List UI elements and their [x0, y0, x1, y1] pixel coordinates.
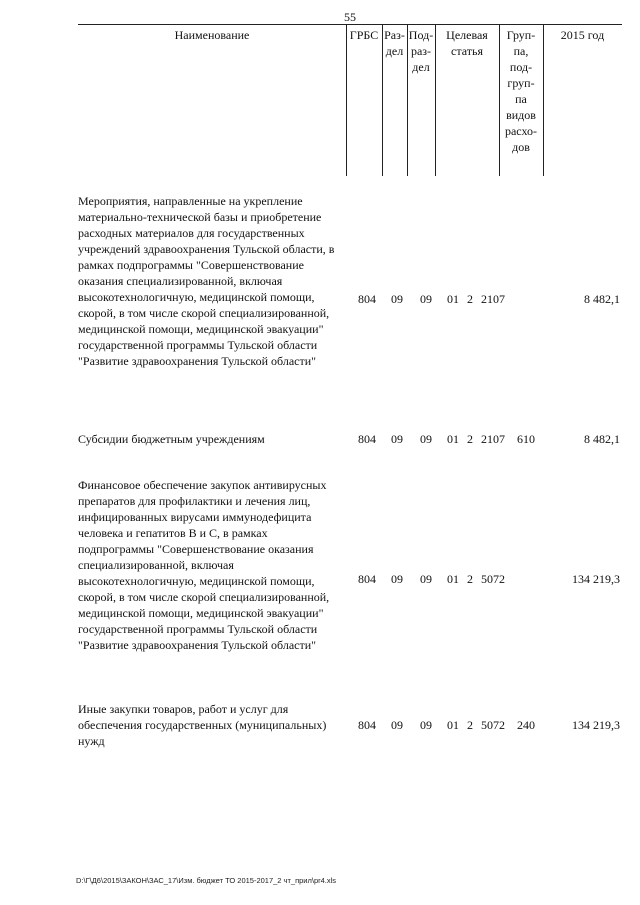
row-podrazdel: 09 — [420, 432, 432, 446]
row-amount: 134 219,3 — [572, 572, 620, 586]
row-grbs: 804 — [358, 432, 376, 446]
row-grbs: 804 — [358, 572, 376, 586]
header-divider — [346, 24, 347, 176]
header-grbs: ГРБС — [349, 28, 379, 42]
row-podrazdel: 09 — [420, 718, 432, 732]
header-razdel: Раз- дел — [384, 28, 405, 58]
header-year: 2015 год — [560, 28, 605, 42]
row-razdel: 09 — [391, 432, 403, 446]
row-target: 01 2 5072 — [447, 718, 505, 732]
page-number: 55 — [344, 10, 356, 24]
row-grbs: 804 — [358, 292, 376, 306]
row-razdel: 09 — [391, 292, 403, 306]
row-grbs: 804 — [358, 718, 376, 732]
file-path-footer: D:\Г\Д6\2015\ЗАКОН\ЗАС_17\Изм. бюджет ТО 2015-2017_2 чт_прил\pr4.xls — [76, 876, 337, 885]
header-podrazdel: Под- раз- дел — [408, 28, 434, 74]
row-razdel: 09 — [391, 572, 403, 586]
row-target: 01 2 2107 — [447, 432, 505, 446]
row-name: Субсидии бюджетным учреждениям — [78, 432, 265, 446]
header-divider — [543, 24, 544, 176]
row-name: Иные закупки товаров, работ и услуг для обеспечения государственных (муниципальных) нужд — [78, 702, 327, 748]
row-amount: 134 219,3 — [572, 718, 620, 732]
row-podrazdel: 09 — [420, 292, 432, 306]
header-target: Целевая статья — [446, 28, 488, 58]
row-amount: 8 482,1 — [584, 292, 620, 306]
row-podrazdel: 09 — [420, 572, 432, 586]
row-vid: 610 — [517, 432, 535, 446]
row-name: Финансовое обеспечение закупок антивирусных препаратов для профилактики и лечения лиц, инфицированных вирусами иммунодефицита человека и гепатитов В и С, в рамках подпрограммы "Совершенствование оказания специализированной, включая высокотехнологичную, медицинской помощи, скорой, в том числе скорой специализированной, медицинской помощи, медицинской эвакуации" государственной программы Тульской области "Развитие здравоохранения Тульской области" — [78, 478, 330, 652]
table-header — [78, 24, 622, 176]
row-amount: 8 482,1 — [584, 432, 620, 446]
header-vid: Груп- па, под- груп- па видов расхо- дов — [504, 28, 538, 154]
row-vid: 240 — [517, 718, 535, 732]
row-target: 01 2 5072 — [447, 572, 505, 586]
header-name: Наименование — [174, 28, 250, 42]
row-razdel: 09 — [391, 718, 403, 732]
row-target: 01 2 2107 — [447, 292, 505, 306]
header-top-border — [78, 24, 622, 25]
row-name: Мероприятия, направленные на укрепление материально-технической базы и приобретение расходных материалов для государственных учреждений здравоохранения Тульской области, в рамках подпрограммы "Совершенствование оказания специализированной, включая высокотехнологичную, медицинской помощи, скорой, в том числе скорой специализированной, медицинской помощи, медицинской эвакуации" государственной программы Тульской области "Развитие здравоохранения Тульской области" — [78, 194, 335, 368]
